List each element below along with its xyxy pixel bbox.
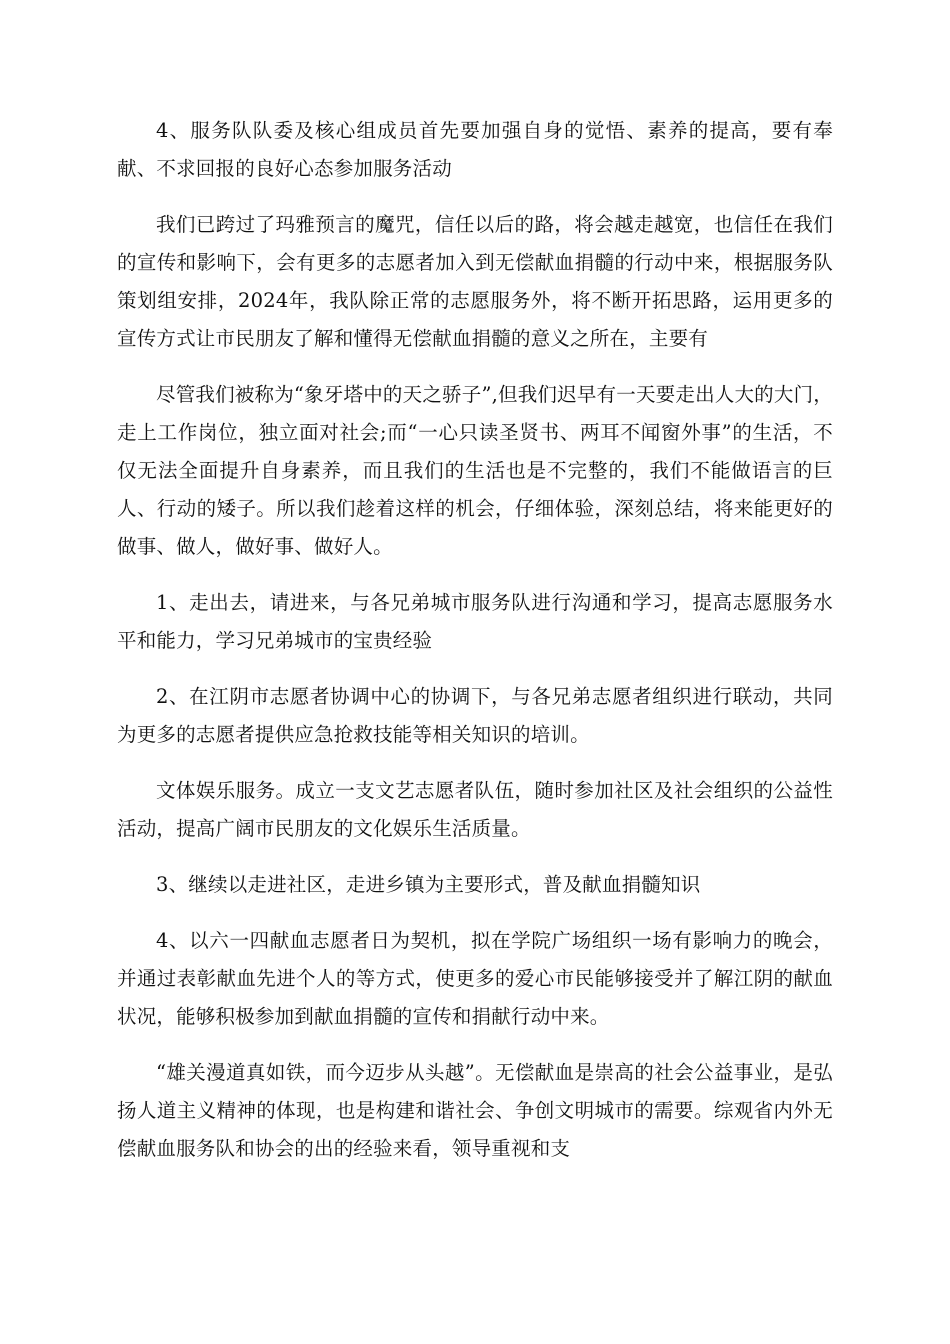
- paragraph-7: 3、继续以走进社区，走进乡镇为主要形式，普及献血捐髓知识: [156, 873, 701, 896]
- paragraph-9: “雄关漫道真如铁，而今迈步从头越”。无偿献血是崇高的社会公益事业，是弘扬人道主义精神的体现，也是构建和谐社会、争创文明城市的需要。综观省内外无偿献血服务队和协会的出的经验来看，领导重视和支: [117, 1061, 833, 1160]
- paragraph-4: 1、走出去，请进来，与各兄弟城市服务队进行沟通和学习，提高志愿服务水平和能力，学习兄弟城市的宝贵经验: [117, 591, 833, 652]
- paragraph-6: 文体娱乐服务。成立一支文艺志愿者队伍，随时参加社区及社会组织的公益性活动，提高广阔市民朋友的文化娱乐生活质量。: [117, 779, 833, 840]
- paragraph-8: 4、以六一四献血志愿者日为契机，拟在学院广场组织一场有影响力的晚会，并通过表彰献血先进个人的等方式，使更多的爱心市民能够接受并了解江阴的献血状况，能够积极参加到献血捐髓的宣传和捐献行动中来。: [117, 929, 833, 1028]
- paragraph-3: 尽管我们被称为“象牙塔中的天之骄子”,但我们迟早有一天要走出人大的大门，走上工作岗位，独立面对社会;而“一心只读圣贤书、两耳不闻窗外事”的生活，不仅无法全面提升自身素养，而且我们的生活也是不完整的，我们不能做语言的巨人、行动的矮子。所以我们趁着这样的机会，仔细体验，深刻总结，将来能更好的做事、做人，做好事、做好人。: [117, 383, 833, 558]
- paragraph-1: 4、服务队队委及核心组成员首先要加强自身的觉悟、素养的提高，要有奉献、不求回报的良好心态参加服务活动: [117, 119, 833, 180]
- paragraph-2: 我们已跨过了玛雅预言的魔咒，信任以后的路，将会越走越宽，也信任在我们的宣传和影响下，会有更多的志愿者加入到无偿献血捐髓的行动中来，根据服务队策划组安排，2024年，我队除正常的志愿服务外，将不断开拓思路，运用更多的宣传方式让市民朋友了解和懂得无偿献血捐髓的意义之所在，主要有: [117, 213, 833, 350]
- paragraph-5: 2、在江阴市志愿者协调中心的协调下，与各兄弟志愿者组织进行联动，共同为更多的志愿者提供应急抢救技能等相关知识的培训。: [117, 685, 833, 746]
- document-body: [117, 112, 833, 1186]
